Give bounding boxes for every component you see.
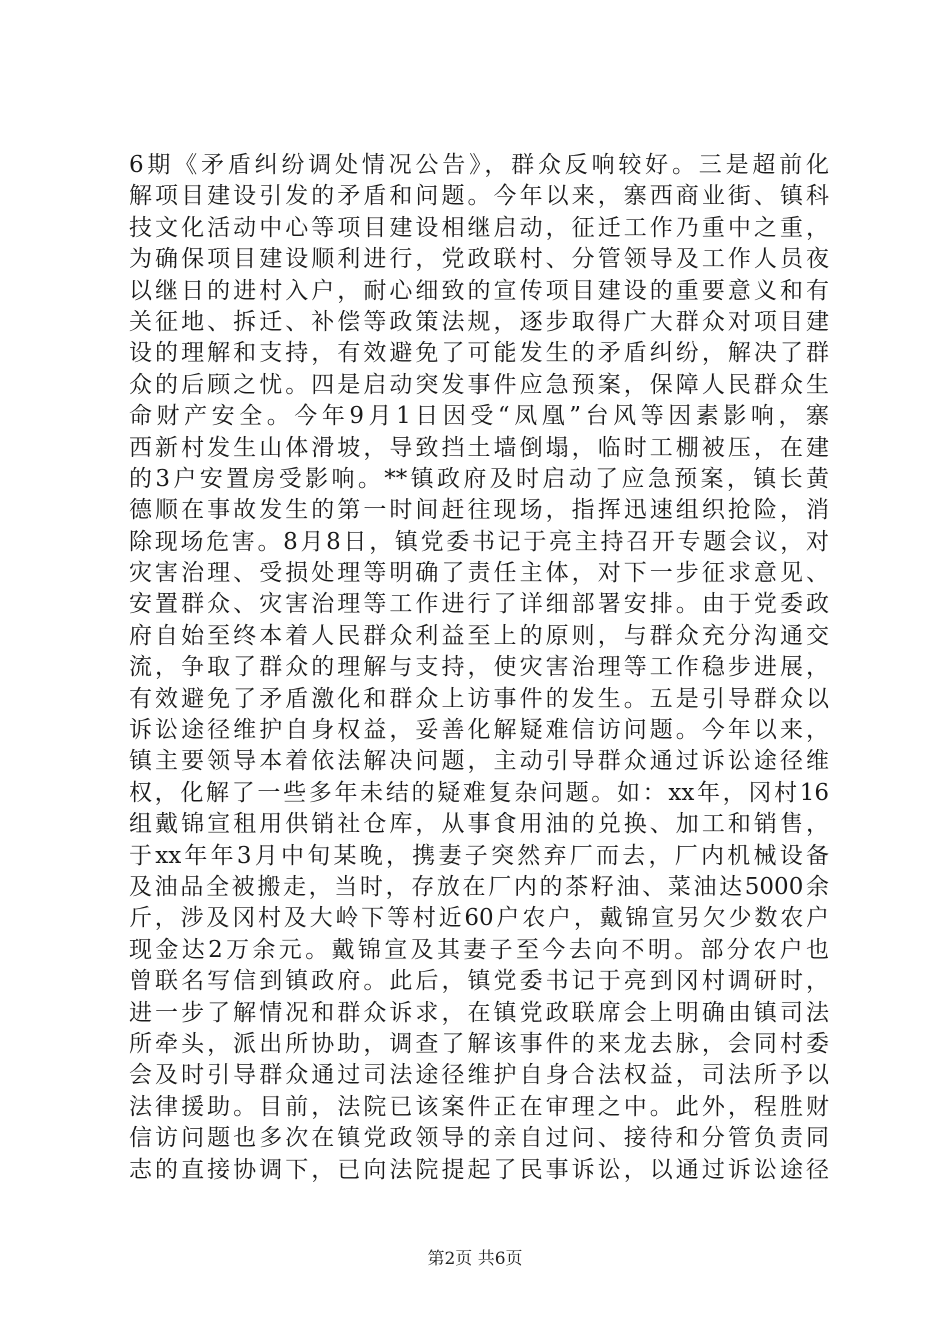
text-line: 西新村发生山体滑坡，导致挡土墙倒塌，临时工棚被压，在建 (129, 434, 829, 461)
text-line: 众的后顾之忧。四是启动突发事件应急预案，保障人民群众生 (129, 371, 829, 398)
body-text (129, 150, 829, 1186)
text-line: 6期《矛盾纠纷调处情况公告》，群众反响较好。三是超前化 (129, 152, 829, 178)
text-line: 斤，涉及冈村及大岭下等村近60户农户，戴锦宣另欠少数农户 (129, 905, 829, 932)
text-line: 志的直接协调下，已向法院提起了民事诉讼，以通过诉讼途径 (129, 1156, 829, 1183)
text-line: 以继日的进村入户，耐心细致的宣传项目建设的重要意义和有 (129, 277, 829, 304)
text-line: 灾害治理、受损处理等明确了责任主体，对下一步征求意见、 (129, 560, 829, 587)
text-line: 技文化活动中心等项目建设相继启动，征迁工作乃重中之重， (129, 214, 829, 241)
text-line: 现金达2万余元。戴锦宣及其妻子至今去向不明。部分农户也 (129, 936, 829, 963)
text-line: 于xx年年3月中旬某晚，携妻子突然弃厂而去，厂内机械设备 (129, 842, 829, 869)
text-line: 命财产安全。今年9月1日因受“凤凰”台风等因素影响，寨 (129, 403, 829, 430)
text-line: 德顺在事故发生的第一时间赶往现场，指挥迅速组织抢险，消 (129, 497, 829, 524)
text-line: 设的理解和支持，有效避免了可能发生的矛盾纠纷，解决了群 (129, 340, 829, 367)
text-line: 府自始至终本着人民群众利益至上的原则，与群众充分沟通交 (129, 622, 829, 649)
text-line: 进一步了解情况和群众诉求，在镇党政联席会上明确由镇司法 (129, 999, 829, 1026)
text-line: 的3户安置房受影响。**镇政府及时启动了应急预案，镇长黄 (129, 465, 829, 492)
text-line: 法律援助。目前，法院已该案件正在审理之中。此外，程胜财 (129, 1093, 829, 1120)
text-line: 关征地、拆迁、补偿等政策法规，逐步取得广大群众对项目建 (129, 308, 829, 335)
text-line: 有效避免了矛盾激化和群众上访事件的发生。五是引导群众以 (129, 685, 829, 712)
text-line: 为确保项目建设顺利进行，党政联村、分管领导及工作人员夜 (129, 246, 829, 273)
text-line: 会及时引导群众通过司法途径维护自身合法权益，司法所予以 (129, 1062, 829, 1089)
text-line: 信访问题也多次在镇党政领导的亲自过问、接待和分管负责同 (129, 1125, 829, 1152)
page-footer: 第2页 共6页 (427, 1249, 523, 1269)
text-line: 诉讼途径维护自身权益，妥善化解疑难信访问题。今年以来， (129, 717, 829, 744)
text-line: 解项目建设引发的矛盾和问题。今年以来，寨西商业街、镇科 (129, 183, 829, 210)
text-line: 及油品全被搬走，当时，存放在厂内的茶籽油、菜油达5000余 (129, 873, 829, 900)
text-line: 安置群众、灾害治理等工作进行了详细部署安排。由于党委政 (129, 591, 829, 618)
text-line: 组戴锦宣租用供销社仓库，从事食用油的兑换、加工和销售， (129, 811, 829, 838)
text-line: 流，争取了群众的理解与支持，使灾害治理等工作稳步进展， (129, 654, 829, 681)
text-line: 镇主要领导本着依法解决问题，主动引导群众通过诉讼途径维 (129, 748, 829, 775)
text-line: 所牵头，派出所协助，调查了解该事件的来龙去脉，会同村委 (129, 1030, 829, 1057)
text-line: 权，化解了一些多年未结的疑难复杂问题。如：xx年，冈村16 (129, 779, 829, 806)
text-line: 除现场危害。8月8日，镇党委书记于亮主持召开专题会议，对 (129, 528, 829, 555)
text-line: 曾联名写信到镇政府。此后，镇党委书记于亮到冈村调研时， (129, 968, 829, 995)
